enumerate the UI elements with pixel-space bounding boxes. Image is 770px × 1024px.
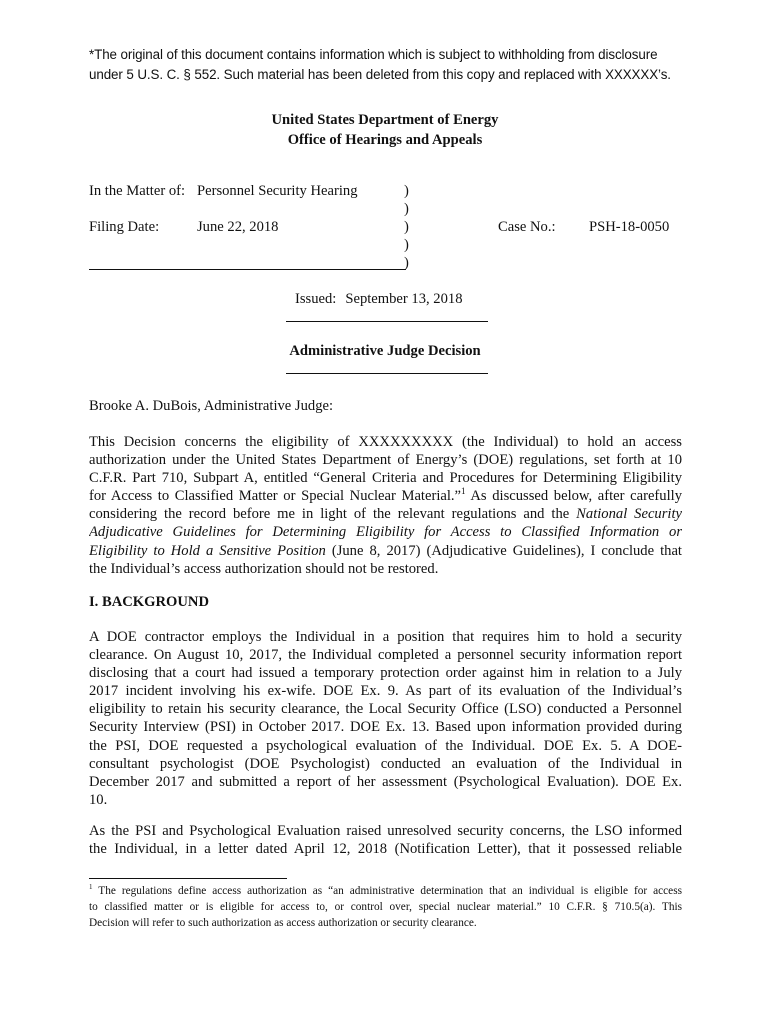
matter-value: Personnel Security Hearing: [197, 183, 358, 199]
guidelines-title-part-2: Adjudicative Guidelines for Determining Eligibility for Access to Classified Information or: [89, 524, 682, 541]
section-heading: I. BACKGROUND: [89, 594, 209, 610]
notification-line-2: the Individual, in a letter dated April 12, 2018 (Notification Letter), that it possessed reliable: [89, 841, 682, 858]
caption-paren: ): [404, 255, 409, 271]
intro-line-4: [89, 487, 682, 505]
redaction-notice: [89, 45, 689, 85]
office-heading: Office of Hearings and Appeals: [287, 132, 483, 148]
footnote-ref[interactable]: 1: [461, 487, 466, 497]
issued-date: September 13, 2018: [345, 291, 463, 307]
caption-underline: [89, 269, 406, 270]
intro-line-5: [89, 505, 682, 523]
background-line-3: disclosing that a court had issued a temporary protection order against him in relation to a July: [89, 665, 682, 682]
filing-date-value: June 22, 2018: [197, 219, 279, 235]
intro-line-8: the Individual’s access authorization should not be restored.: [89, 560, 439, 577]
footnote-separator: [89, 878, 287, 879]
background-line-6: Security Interview (PSI) in October 2017. DOE Ex. 13. Based upon information provided during: [89, 719, 682, 736]
intro-paragraph: [89, 433, 682, 578]
guidelines-title-part-3: Eligibility to Hold a Sensitive Position: [89, 542, 326, 559]
intro-line-6: [89, 523, 682, 541]
intro-line-4b: As discussed below, after carefully: [465, 488, 682, 505]
case-number-label: Case No.:: [498, 219, 556, 235]
guidelines-title-part-1: National Security: [576, 506, 682, 523]
background-line-8: consultant psychologist (DOE Psychologist) conducted an evaluation of the Individual in: [89, 755, 682, 772]
notice-line-2: under 5 U.S. C. § 552. Such material has been deleted from this copy and replaced with XXXXXX’s.: [89, 67, 671, 82]
agency-heading: United States Department of Energy: [271, 112, 499, 128]
notification-line-1: As the PSI and Psychological Evaluation raised unresolved security concerns, the LSO informed: [89, 823, 682, 839]
intro-line-1: This Decision concerns the eligibility of XXXXXXXXX (the Individual) to hold an access: [89, 434, 682, 450]
intro-line-7b: (June 8, 2017) (Adjudicative Guidelines), I conclude that: [325, 542, 682, 559]
intro-line-7: [89, 542, 682, 560]
caption-paren: ): [404, 237, 409, 253]
filing-date-label: Filing Date:: [89, 219, 160, 235]
footnote-line-1: [89, 883, 682, 899]
notification-paragraph: [89, 822, 682, 858]
background-line-9: December 2017 and submitted a report of her assessment (Psychological Evaluation). DOE Ex.: [89, 773, 682, 790]
caption-paren: ): [404, 201, 409, 217]
background-line-2: clearance. On August 10, 2017, the Individual completed a personnel security information report: [89, 647, 682, 664]
intro-line-5a: considering the record before me in light of the relevant regulations and the: [89, 506, 577, 523]
caption-paren: ): [404, 219, 409, 235]
caption-paren: ): [404, 183, 409, 199]
matter-label: In the Matter of:: [89, 183, 186, 199]
decision-title: Administrative Judge Decision: [289, 343, 481, 359]
footnote: [89, 883, 682, 931]
judge-line: Brooke A. DuBois, Administrative Judge:: [89, 398, 334, 414]
background-paragraph: [89, 628, 682, 809]
intro-line-3: C.F.R. Part 710, Subpart A, entitled “General Criteria and Procedures for Determining Eligibility: [89, 470, 682, 487]
background-line-4: 2017 incident involving his ex-wife. DOE Ex. 9. As part of its evaluation of the Individual’s: [89, 683, 682, 700]
background-line-7: the PSI, DOE requested a psychological evaluation of the Individual. DOE Ex. 5. A DOE-: [89, 737, 682, 754]
footnote-line-3: Decision will refer to such authorization as access authorization or security clearance.: [89, 917, 477, 929]
footnote-mark: 1: [89, 883, 93, 892]
background-line-10: 10.: [89, 791, 108, 808]
title-rule-bottom: [286, 373, 488, 374]
footnote-line-1-text: The regulations define access authorization as “an administrative determination that an individual is eligible for access: [92, 885, 682, 897]
intro-line-2: authorization under the United States Department of Energy’s (DOE) regulations, set forth at 10: [89, 452, 682, 469]
case-number-value: PSH-18-0050: [589, 219, 670, 235]
issued-label: Issued:: [295, 291, 337, 307]
intro-line-4a: for Access to Classified Matter or Special Nuclear Material.”: [89, 488, 462, 505]
notice-line-1: *The original of this document contains information which is subject to withholding from disclosure: [89, 47, 658, 62]
title-rule-top: [286, 321, 488, 322]
background-line-5: eligibility to retain his security clearance, the Local Security Office (LSO) conducted a Personnel: [89, 701, 682, 718]
issued-line: [295, 290, 463, 308]
background-line-1: A DOE contractor employs the Individual in a position that requires him to hold a security: [89, 629, 682, 645]
footnote-line-2: to classified matter or is eligible for access to, or control over, special nuclear material.” 10 C.F.R. § 710.5(a). This: [89, 901, 682, 913]
